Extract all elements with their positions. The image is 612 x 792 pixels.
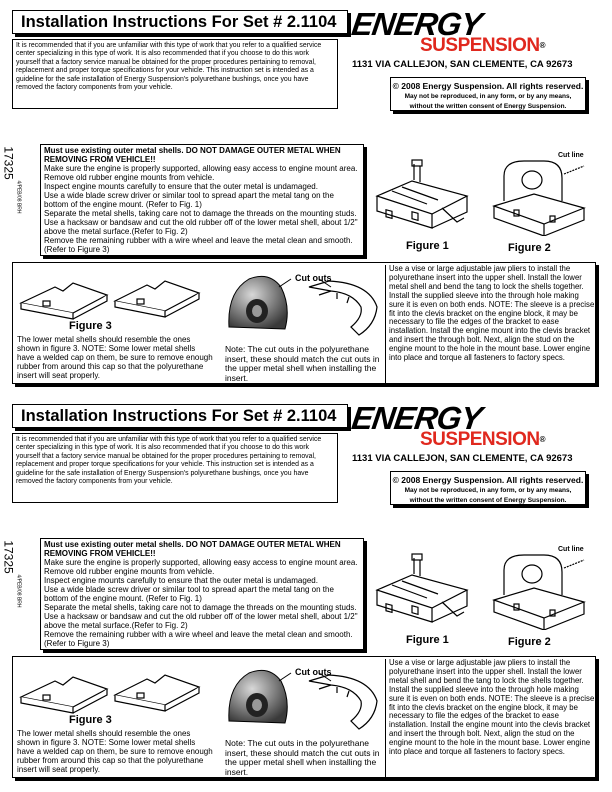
bottom-box bbox=[12, 656, 596, 778]
installation-text: Use a vise or large adjustable jaw pliers to install the polyurethane insert into the upper shell. Install the lower metal shell and bend the tang to lock the shells together. Install the supplied sleeve into the through hole making sure it is even on both ends. NOTE: The sleeve is a precise fit into the clevis bracket on the engine block, it may be necessary to file the edges of the bracket to ease installation. Install the engine mount into the clevis bracket and insert the through bolt. Next, align the stud on the engine mount to the hole in the mount base. Lower engine into place and torque all fasteners to factory specs. bbox=[385, 265, 595, 383]
figures-1-2 bbox=[372, 152, 594, 256]
side-code-number: 17325 bbox=[1, 146, 16, 180]
brand-logo bbox=[349, 400, 592, 452]
cutouts-label: Cut outs bbox=[295, 667, 332, 677]
note-text: Note: The cut outs in the polyurethane insert, these should match the cut outs in the upper metal shell when installing the insert. bbox=[225, 738, 380, 777]
step-item: Separate the metal shells, taking care not to damage the threads on the mounting studs. bbox=[44, 603, 357, 612]
cutline-label: Cut line bbox=[558, 546, 584, 553]
figure1-label: Figure 1 bbox=[406, 634, 449, 646]
side-code bbox=[1, 136, 22, 256]
copyright-line2: May not be reproduced, in any form, or by any means, bbox=[404, 487, 572, 494]
instruction-set-2 bbox=[0, 400, 612, 790]
brand-line2-wrap bbox=[420, 36, 545, 56]
step-item: Make sure the engine is properly supported, allowing easy access to engine mount area. bbox=[44, 558, 358, 567]
copyright-line3: without the written consent of Energy Suspension. bbox=[409, 497, 567, 504]
figure3-illustration bbox=[17, 659, 213, 725]
side-code-sub: 4/PEB/08 BRH bbox=[15, 574, 22, 608]
step-item: Inspect engine mounts carefully to ensure that the outer metal is undamaged. bbox=[44, 576, 318, 585]
intro-text: It is recommended that if you are unfamiliar with this type of work that you refer to a qualified service center specializing in this type of work. It is also recommended that if you choose to do this work yourself that a factory service manual be obtained for the proper procedures pertaining to removal, replacement and proper torque specifications for your vehicle. This instruction set is intended as a guideline for the safe installation of Energy Suspension's polyurethane bushings, once you have removed the factory components from your vehicle. bbox=[12, 39, 338, 109]
step-warning: Must use existing outer metal shells. DO NOT DAMAGE OUTER METAL WHEN REMOVING FROM VEHICLE!! bbox=[44, 146, 341, 164]
copyright-box bbox=[390, 471, 586, 505]
copyright-line1: © 2008 Energy Suspension. All rights reserved. bbox=[392, 81, 584, 91]
figure3-text: The lower metal shells should resemble the ones shown in figure 3. NOTE: Some lower metal shells have a welded cap on them, be sure to remove enough rubber from around this cap so that the polyurethane insert will seat properly. bbox=[17, 335, 213, 380]
side-code-sub: 4/PEB/08 BRH bbox=[15, 180, 22, 214]
brand-line2: SUSPENSION bbox=[420, 429, 540, 450]
step-item: Use a wide blade screw driver or similar tool to spread apart the metal tang on the bottom of the engine mount. (Refer to Fig. 1) bbox=[44, 191, 334, 209]
side-code-number: 17325 bbox=[1, 540, 16, 574]
company-address: 1131 VIA CALLEJON, SAN CLEMENTE, CA 92673 bbox=[352, 453, 573, 464]
step-item: Remove the remaining rubber with a wire wheel and leave the metal clean and smooth. (Refer to Figure 3) bbox=[44, 630, 353, 648]
brand-line2: SUSPENSION bbox=[420, 35, 540, 56]
copyright-line1: © 2008 Energy Suspension. All rights reserved. bbox=[392, 475, 584, 485]
page-title: Installation Instructions For Set # 2.1104 bbox=[21, 13, 337, 31]
step-item: Remove old rubber engine mounts from vehicle. bbox=[44, 173, 215, 182]
figure1-illustration bbox=[372, 550, 482, 630]
copyright-box bbox=[390, 77, 586, 111]
figure2-label: Figure 2 bbox=[508, 242, 551, 254]
step-warning: Must use existing outer metal shells. DO NOT DAMAGE OUTER METAL WHEN REMOVING FROM VEHICLE!! bbox=[44, 540, 341, 558]
step-item: Use a hacksaw or bandsaw and cut the old rubber off of the lower metal shell, about 1/2" above the metal surface.(Refer to Fig. 2) bbox=[44, 612, 358, 630]
steps-box bbox=[40, 144, 364, 256]
title-box bbox=[12, 404, 348, 428]
side-code bbox=[1, 530, 22, 650]
installation-text: Use a vise or large adjustable jaw pliers to install the polyurethane insert into the upper shell. Install the lower metal shell and bend the tang to lock the shells together. Install the supplied sleeve into the through hole making sure it is even on both ends. NOTE: The sleeve is a precise fit into the clevis bracket on the engine block, it may be necessary to file the edges of the bracket to ease installation. Install the engine mount into the clevis bracket and insert the through bolt. Next, align the stud on the engine mount to the hole in the mount base. Lower engine into place and torque all fasteners to factory specs. bbox=[385, 659, 595, 777]
brand-line1: ENERGY bbox=[349, 6, 484, 42]
step-item: Separate the metal shells, taking care not to damage the threads on the mounting studs. bbox=[44, 209, 357, 218]
cutouts-label: Cut outs bbox=[295, 273, 332, 283]
figure3-illustration bbox=[17, 265, 213, 331]
figure2-illustration bbox=[484, 540, 594, 630]
step-item: Make sure the engine is properly supported, allowing easy access to engine mount area. bbox=[44, 164, 358, 173]
bottom-box bbox=[12, 262, 596, 384]
figure3-label: Figure 3 bbox=[69, 714, 112, 726]
steps-box bbox=[40, 538, 364, 650]
brand-line1: ENERGY bbox=[349, 400, 484, 436]
copyright-line3: without the written consent of Energy Suspension. bbox=[409, 103, 567, 110]
figure2-label: Figure 2 bbox=[508, 636, 551, 648]
title-box bbox=[12, 10, 348, 34]
figure3-label: Figure 3 bbox=[69, 320, 112, 332]
company-address: 1131 VIA CALLEJON, SAN CLEMENTE, CA 92673 bbox=[352, 59, 573, 70]
intro-text: It is recommended that if you are unfamiliar with this type of work that you refer to a qualified service center specializing in this type of work. It is also recommended that if you choose to do this work yourself that a factory service manual be obtained for the proper procedures pertaining to removal, replacement and proper torque specifications for your vehicle. This instruction set is intended as a guideline for the safe installation of Energy Suspension's polyurethane bushings, once you have removed the factory components from your vehicle. bbox=[12, 433, 338, 503]
figure2-illustration bbox=[484, 146, 594, 236]
figure3-text: The lower metal shells should resemble the ones shown in figure 3. NOTE: Some lower metal shells have a welded cap on them, be sure to remove enough rubber from around this cap so that the polyurethane insert will seat properly. bbox=[17, 729, 213, 774]
note-text: Note: The cut outs in the polyurethane insert, these should match the cut outs in the upper metal shell when installing the insert. bbox=[225, 344, 380, 383]
page-title: Installation Instructions For Set # 2.1104 bbox=[21, 407, 337, 425]
figure1-illustration bbox=[372, 156, 482, 236]
cutline-label: Cut line bbox=[558, 152, 584, 159]
registered-icon: ® bbox=[539, 435, 545, 444]
step-item: Use a wide blade screw driver or similar tool to spread apart the metal tang on the bottom of the engine mount. (Refer to Fig. 1) bbox=[44, 585, 334, 603]
copyright-line2: May not be reproduced, in any form, or by any means, bbox=[404, 93, 572, 100]
figures-1-2 bbox=[372, 546, 594, 650]
brand-line2-wrap bbox=[420, 430, 545, 450]
instruction-set-1 bbox=[0, 6, 612, 396]
figure1-label: Figure 1 bbox=[406, 240, 449, 252]
brand-logo bbox=[349, 6, 592, 58]
step-item: Inspect engine mounts carefully to ensure that the outer metal is undamaged. bbox=[44, 182, 318, 191]
step-item: Remove the remaining rubber with a wire wheel and leave the metal clean and smooth. (Refer to Figure 3) bbox=[44, 236, 353, 254]
step-item: Use a hacksaw or bandsaw and cut the old rubber off of the lower metal shell, about 1/2" above the metal surface.(Refer to Fig. 2) bbox=[44, 218, 358, 236]
registered-icon: ® bbox=[539, 41, 545, 50]
step-item: Remove old rubber engine mounts from vehicle. bbox=[44, 567, 215, 576]
